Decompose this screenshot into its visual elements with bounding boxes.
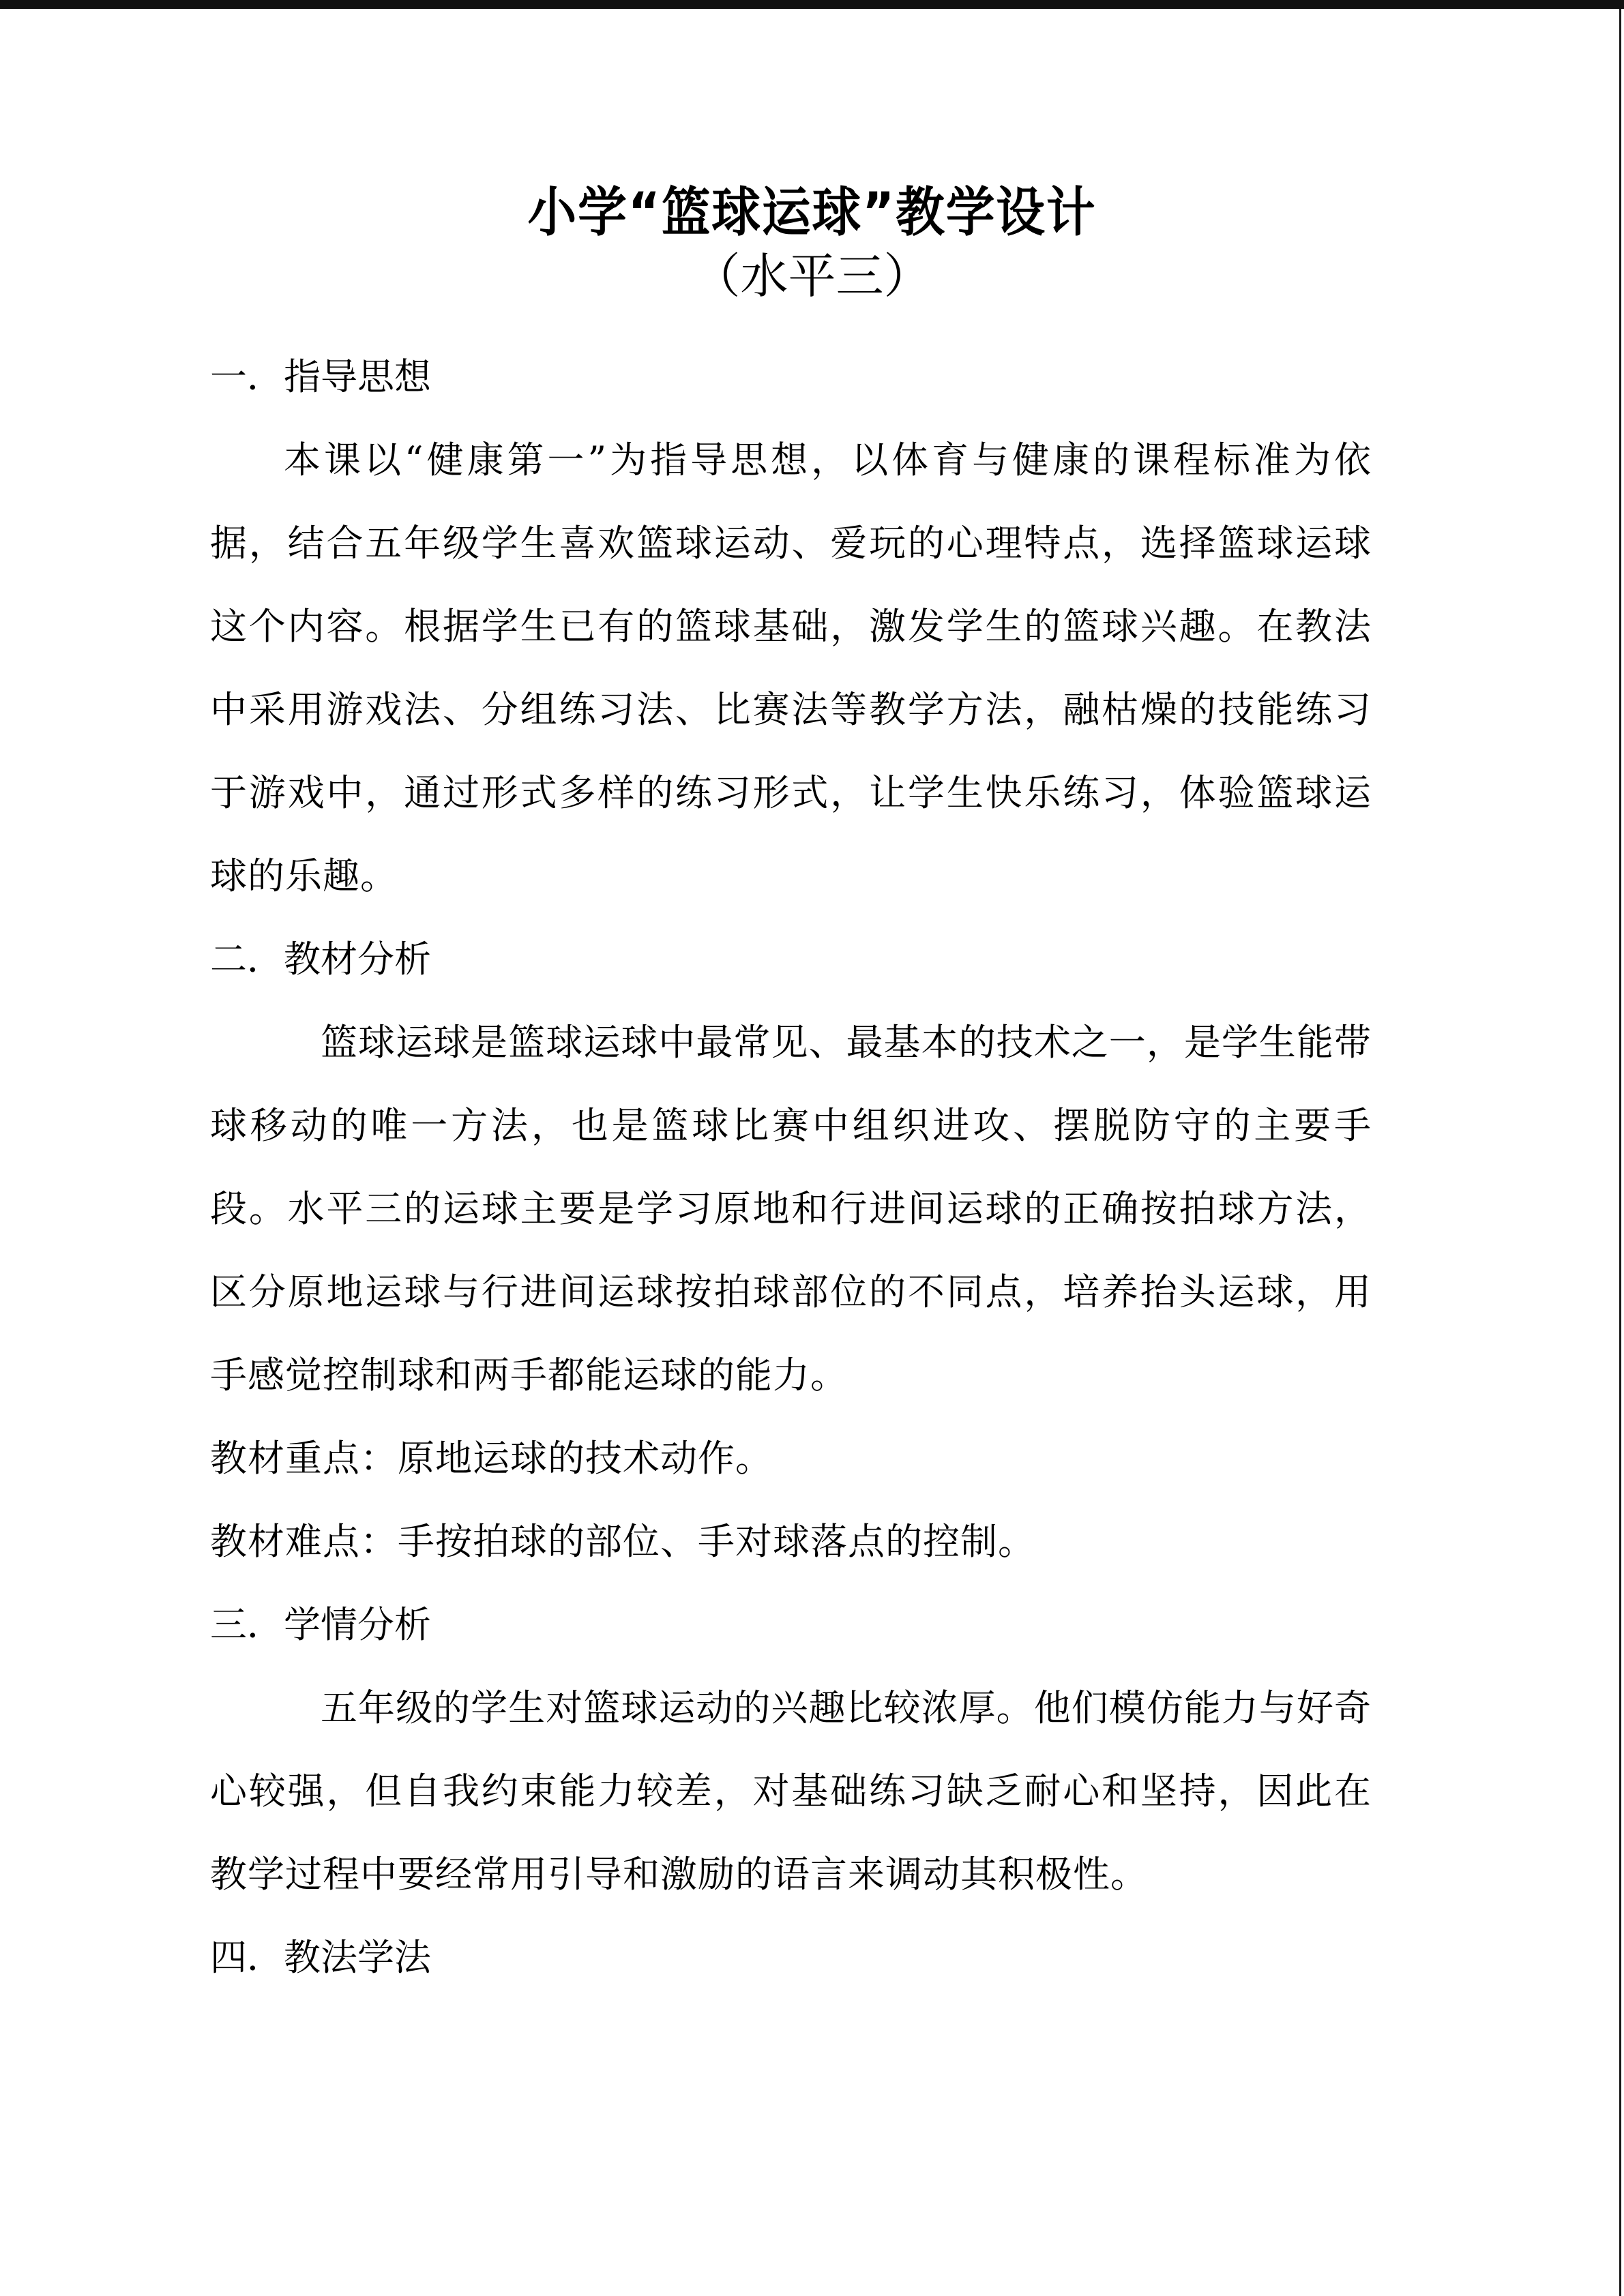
document-title-block	[0, 183, 1624, 305]
section-heading-student-analysis: 三．学情分析	[210, 1603, 431, 1647]
section-heading-guiding-ideology: 一．指导思想	[210, 355, 431, 399]
page-subtitle: （水平三）	[692, 248, 932, 304]
page-title: 小学“篮球运球”教学设计	[527, 182, 1097, 243]
document-body	[0, 336, 1624, 1999]
section-paragraph-guiding-ideology: 本课以“健康第一”为指导思想，以体育与健康的课程标准为依据，结合五年级学生喜欢篮球运动、爱玩的心理特点，选择篮球运球这个内容。根据学生已有的篮球基础，激发学生的篮球兴趣。在教法中采用游戏法、分组练习法、比赛法等教学方法，融枯燥的技能练习于游戏中，通过形式多样的练习形式，让学生快乐练习，体验篮球运球的乐趣。	[210, 438, 1372, 898]
section-paragraph-material-analysis: 篮球运球是篮球运球中最常见、最基本的技术之一，是学生能带球移动的唯一方法，也是篮球比赛中组织进攻、摆脱防守的主要手段。水平三的运球主要是学习原地和行进间运球的正确按拍球方法，区分原地运球与行进间运球按拍球部位的不同点，培养抬头运球，用手感觉控制球和两手都能运球的能力。	[210, 1021, 1372, 1397]
material-key-point-line: 教材重点：原地运球的技术动作。	[210, 1437, 773, 1480]
material-difficult-point-line: 教材难点：手按拍球的部位、手对球落点的控制。	[210, 1520, 1035, 1564]
section-heading-material-analysis: 二．教材分析	[210, 938, 431, 981]
section-heading-teaching-methods: 四．教法学法	[210, 1936, 431, 1980]
section-paragraph-student-analysis: 五年级的学生对篮球运动的兴趣比较浓厚。他们模仿能力与好奇心较强，但自我约束能力较差，对基础练习缺乏耐心和坚持，因此在教学过程中要经常用引导和激励的语言来调动其积极性。	[210, 1686, 1372, 1896]
